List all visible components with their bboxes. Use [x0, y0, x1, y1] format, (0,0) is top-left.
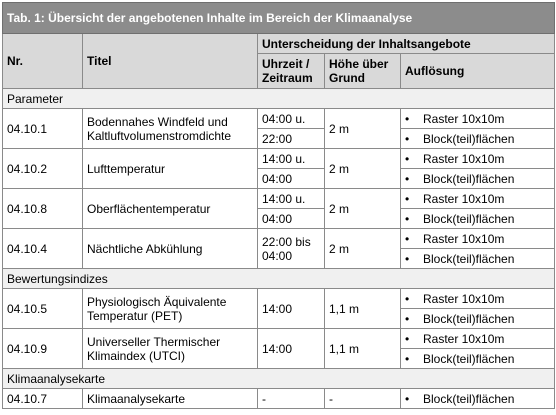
table-row — [3, 189, 555, 209]
bullet-icon: • — [405, 311, 410, 326]
bullet-icon: • — [405, 151, 410, 166]
row-aufloesung-value: Raster 10x10m — [423, 151, 505, 166]
section-row — [3, 269, 555, 289]
row-titel-line: Physiologisch Äquivalente — [87, 294, 227, 309]
row-aufloesung — [401, 349, 555, 369]
table-caption: Tab. 1: Übersicht der angebotenen Inhalte im Bereich der Klimaanalyse — [3, 3, 555, 34]
row-zeit — [258, 129, 325, 149]
row-aufloesung — [401, 149, 555, 169]
row-titel-line: Temperatur (PET) — [87, 308, 183, 323]
section-label: Parameter — [3, 89, 555, 109]
bullet-icon: • — [405, 111, 410, 126]
header-titel: Titel — [83, 34, 258, 89]
row-aufloesung-value: Block(teil)flächen — [423, 131, 515, 146]
row-aufloesung — [401, 249, 555, 269]
row-hoehe: 2 m — [325, 149, 401, 189]
row-zeit-value: 04:00 — [262, 171, 293, 186]
row-zeit-value: - — [262, 391, 266, 406]
row-aufloesung — [401, 329, 555, 349]
row-titel — [83, 389, 258, 409]
row-zeit-value: 14:00 — [262, 341, 293, 356]
row-aufloesung-value: Block(teil)flächen — [423, 391, 515, 406]
row-aufloesung — [401, 129, 555, 149]
section-row — [3, 89, 555, 109]
row-titel-line: Universeller Thermischer — [87, 334, 221, 349]
row-aufloesung — [401, 189, 555, 209]
row-titel — [83, 149, 258, 189]
header-uhrzeit-line: Zeitraum — [262, 71, 313, 85]
section-label: Bewertungsindizes — [3, 269, 555, 289]
row-hoehe: 1,1 m — [325, 329, 401, 369]
row-nr: 04.10.2 — [3, 149, 83, 189]
row-zeit — [258, 169, 325, 189]
bullet-icon: • — [405, 391, 410, 406]
row-nr: 04.10.9 — [3, 329, 83, 369]
row-titel-line: Klimaindex (UTCI) — [87, 348, 186, 363]
row-zeit — [258, 149, 325, 169]
row-titel — [83, 229, 258, 269]
header-group: Unterscheidung der Inhaltsangebote — [258, 34, 555, 54]
table-row — [3, 329, 555, 349]
row-zeit — [258, 389, 325, 409]
row-zeit-value: 04:00 — [262, 211, 293, 226]
row-titel — [83, 329, 258, 369]
bullet-icon: • — [405, 291, 410, 306]
content-table-wrapper — [2, 2, 554, 409]
row-zeit-value: 22:00 bis — [262, 234, 311, 249]
section-label: Klimaanalysekarte — [3, 369, 555, 389]
header-hoehe-line: Grund — [329, 71, 365, 85]
table-row — [3, 289, 555, 309]
row-zeit — [258, 189, 325, 209]
row-aufloesung-value: Block(teil)flächen — [423, 211, 515, 226]
row-zeit-value: 14:00 — [262, 301, 293, 316]
bullet-icon: • — [405, 251, 410, 266]
bullet-icon: • — [405, 351, 410, 366]
row-aufloesung-value: Block(teil)flächen — [423, 251, 515, 266]
row-hoehe: 2 m — [325, 229, 401, 269]
bullet-icon: • — [405, 191, 410, 206]
row-zeit — [258, 229, 325, 269]
table-row — [3, 109, 555, 129]
row-titel — [83, 289, 258, 329]
bullet-icon: • — [405, 231, 410, 246]
row-zeit — [258, 329, 325, 369]
row-aufloesung-value: Raster 10x10m — [423, 231, 505, 246]
row-zeit-value: 22:00 — [262, 131, 293, 146]
row-aufloesung-value: Block(teil)flächen — [423, 351, 515, 366]
table-row — [3, 229, 555, 249]
row-titel-line: Oberflächentemperatur — [87, 201, 211, 216]
bullet-icon: • — [405, 131, 410, 146]
row-aufloesung-value: Block(teil)flächen — [423, 311, 515, 326]
bullet-icon: • — [405, 211, 410, 226]
row-zeit-value: 14:00 u. — [262, 191, 306, 206]
row-zeit — [258, 209, 325, 229]
row-titel-line: Lufttemperatur — [87, 161, 166, 176]
row-zeit — [258, 109, 325, 129]
row-nr: 04.10.7 — [3, 389, 83, 409]
row-aufloesung-value: Raster 10x10m — [423, 291, 505, 306]
table-row — [3, 389, 555, 409]
bullet-icon: • — [405, 331, 410, 346]
header-hoehe-line: Höhe über — [329, 57, 389, 71]
row-zeit-value: 14:00 u. — [262, 151, 306, 166]
row-nr: 04.10.1 — [3, 109, 83, 149]
row-aufloesung — [401, 109, 555, 129]
row-zeit-value: 04:00 — [262, 248, 293, 263]
section-row — [3, 369, 555, 389]
row-aufloesung-value: Raster 10x10m — [423, 111, 505, 126]
row-titel — [83, 189, 258, 229]
row-titel-line: Bodennahes Windfeld und — [87, 114, 228, 129]
header-uhrzeit — [258, 54, 325, 89]
row-aufloesung — [401, 289, 555, 309]
row-nr: 04.10.4 — [3, 229, 83, 269]
bullet-icon: • — [405, 171, 410, 186]
row-hoehe: 1,1 m — [325, 289, 401, 329]
row-aufloesung — [401, 229, 555, 249]
row-hoehe: - — [325, 389, 401, 409]
row-hoehe: 2 m — [325, 109, 401, 149]
row-titel — [83, 109, 258, 149]
table-body — [3, 89, 555, 409]
header-aufloesung: Auflösung — [401, 54, 555, 89]
header-hoehe — [325, 54, 401, 89]
row-aufloesung-value: Raster 10x10m — [423, 331, 505, 346]
row-aufloesung-value: Raster 10x10m — [423, 191, 505, 206]
row-hoehe: 2 m — [325, 189, 401, 229]
row-aufloesung — [401, 209, 555, 229]
row-aufloesung — [401, 389, 555, 409]
header-uhrzeit-line: Uhrzeit / — [262, 57, 310, 71]
header-nr: Nr. — [3, 34, 83, 89]
row-titel-line: Klimaanalysekarte — [87, 391, 186, 406]
row-aufloesung — [401, 169, 555, 189]
row-titel-line: Kaltluftvolumenstromdichte — [87, 128, 232, 143]
row-zeit-value: 04:00 u. — [262, 111, 306, 126]
content-overview-table — [2, 2, 555, 409]
row-aufloesung — [401, 309, 555, 329]
table-row — [3, 149, 555, 169]
row-aufloesung-value: Block(teil)flächen — [423, 171, 515, 186]
row-zeit — [258, 289, 325, 329]
row-nr: 04.10.5 — [3, 289, 83, 329]
row-nr: 04.10.8 — [3, 189, 83, 229]
row-titel-line: Nächtliche Abkühlung — [87, 241, 203, 256]
